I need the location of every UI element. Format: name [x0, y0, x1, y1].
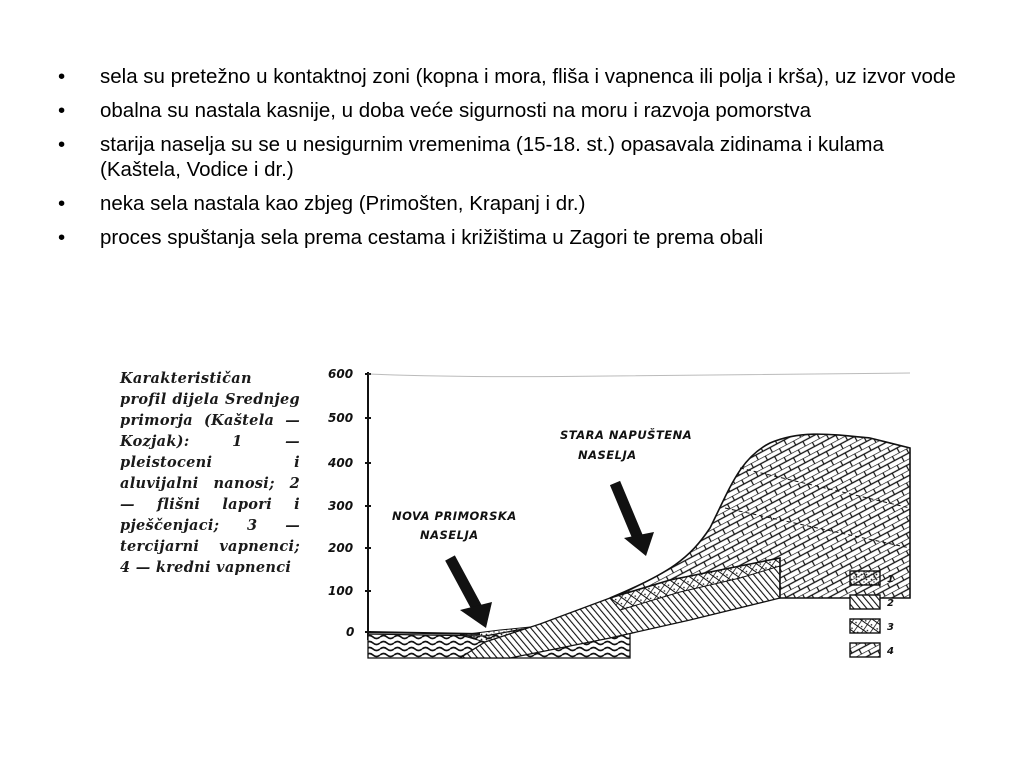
bullet-dot: •: [58, 99, 66, 122]
legend-swatch-2: [850, 595, 880, 609]
legend-swatch-3: [850, 619, 880, 633]
legend-swatch-4: [850, 643, 880, 657]
bullet-list: [58, 64, 968, 259]
bullet-text: neka sela nastala kao zbjeg (Primošten, Krapanj i dr.): [100, 192, 586, 215]
label-old-settlements: NASELJA: [578, 448, 637, 462]
tick-label: 0: [346, 625, 355, 639]
legend-label: 1: [887, 574, 894, 585]
tick-label: 300: [328, 499, 354, 513]
bullet-dot: •: [58, 133, 66, 156]
bullet-item: [58, 98, 968, 123]
tick-label: 500: [328, 411, 354, 425]
bullet-item: [58, 64, 968, 89]
legend-swatch-1: [850, 571, 880, 585]
arrow-new-settlements: [450, 558, 492, 628]
label-new-settlements: NASELJA: [420, 528, 479, 542]
bullet-dot: •: [58, 192, 66, 215]
tick-label: 400: [328, 456, 354, 470]
bullet-text: starija naselja su se u nesigurnim vremenima (15-18. st.) opasavala zidinama i kulama (Kaštela, Vodice i dr.): [100, 133, 884, 181]
legend-label: 3: [887, 622, 894, 633]
bullet-dot: •: [58, 226, 66, 249]
legend: [850, 571, 894, 657]
tick-label: 100: [328, 584, 354, 598]
tick-label: 200: [328, 541, 354, 555]
bullet-item: [58, 225, 968, 250]
label-old-settlements: STARA NAPUŠTENA: [560, 428, 693, 442]
figure-caption: Karakterističan profil dijela Srednjeg primorja (Kaštela — Kozjak): 1 — pleistoceni i aluvijalni nanosi; 2 — flišni lapori i pješčenjaci; 3 — tercijarni vapnenci; 4 — kredni vapnenci: [120, 370, 300, 576]
tick-label: 600: [328, 367, 354, 381]
legend-label: 4: [887, 646, 894, 657]
bullet-text: proces spuštanja sela prema cestama i križištima u Zagori te prema obali: [100, 226, 764, 249]
bullet-dot: •: [58, 65, 66, 88]
arrow-old-settlements: [615, 483, 654, 556]
geology-profile-figure: [110, 358, 920, 688]
label-new-settlements: NOVA PRIMORSKA: [392, 509, 517, 523]
legend-label: 2: [887, 598, 894, 609]
top-boundary: [368, 373, 910, 377]
profile-diagram: [310, 358, 920, 688]
bullet-item: [58, 132, 968, 182]
bullet-item: [58, 191, 968, 216]
bullet-text: sela su pretežno u kontaktnoj zoni (kopna i mora, fliša i vapnenca ili polja i krša), uz izvor vode: [100, 65, 956, 88]
bullet-text: obalna su nastala kasnije, u doba veće sigurnosti na moru i razvoja pomorstva: [100, 99, 812, 122]
